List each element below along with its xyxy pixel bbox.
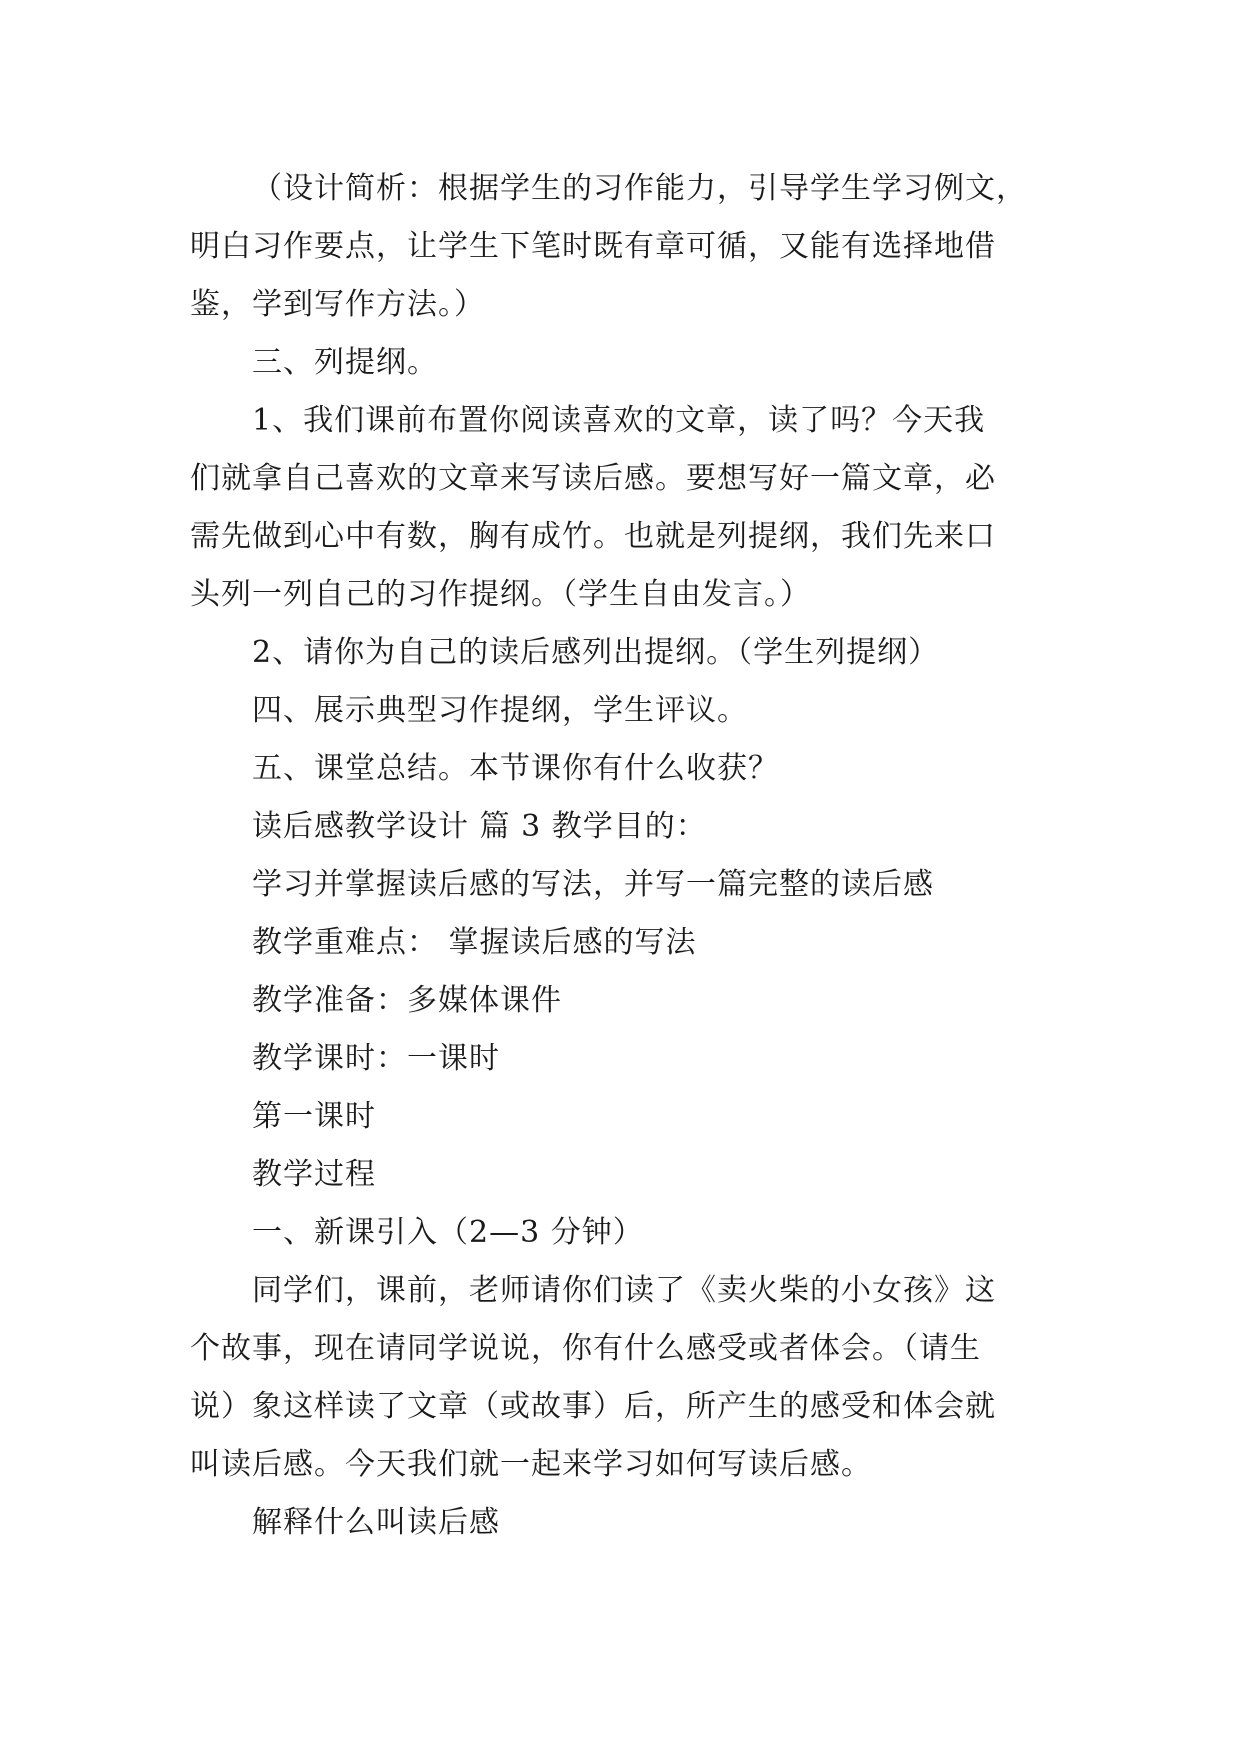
text-line: 头列一列自己的习作提纲。（学生自由发言。） [190,577,811,612]
text-line: 第一课时 [252,1099,376,1134]
text-line: 教学重难点： 掌握读后感的写法 [252,925,697,960]
paragraph-class-hours [190,1030,1048,1088]
text-line: 五、课堂总结。本节课你有什么收获？ [252,751,779,786]
text-line: 教学过程 [252,1157,376,1192]
text-line: 鉴，学到写作方法。） [190,287,485,322]
text-line: 们就拿自己喜欢的文章来写读后感。要想写好一篇文章，必 [190,461,996,496]
text-line: 1、我们课前布置你阅读喜欢的文章，读了吗？今天我 [252,403,986,438]
heading-teaching-process [190,1146,1048,1204]
text-line: 四、展示典型习作提纲，学生评议。 [252,693,748,728]
paragraph-explain-term [190,1494,1048,1552]
text-line: 解释什么叫读后感 [252,1505,500,1540]
paragraph-outline-step-1 [190,392,1048,624]
paragraph-teaching-goal [190,856,1048,914]
text-line: 教学课时：一课时 [252,1041,500,1076]
text-line: 叫读后感。今天我们就一起来学习如何写读后感。 [190,1447,872,1482]
paragraph-preparation [190,972,1048,1030]
text-line: 同学们，课前，老师请你们读了《卖火柴的小女孩》这 [252,1273,996,1308]
text-line: 教学准备：多媒体课件 [252,983,562,1018]
paragraph-outline-step-2 [190,624,1048,682]
document-page [190,160,1048,1552]
text-line: 个故事，现在请同学说说，你有什么感受或者体会。（请生 [190,1331,981,1366]
text-line: 说）象这样读了文章（或故事）后，所产生的感受和体会就 [190,1389,996,1424]
paragraph-key-points [190,914,1048,972]
text-line: 需先做到心中有数，胸有成竹。也就是列提纲，我们先来口 [190,519,996,554]
text-line: 一、新课引入（2—3 分钟） [252,1215,644,1250]
paragraph-design-analysis [190,160,1048,334]
text-line: 2、请你为自己的读后感列出提纲。（学生列提纲） [252,635,940,670]
heading-outline [190,334,1048,392]
heading-class-summary [190,740,1048,798]
paragraph-intro-text [190,1262,1048,1494]
text-line: 学习并掌握读后感的写法，并写一篇完整的读后感 [252,867,934,902]
heading-first-period [190,1088,1048,1146]
text-line: 明白习作要点，让学生下笔时既有章可循，又能有选择地借 [190,229,996,264]
heading-lesson-3 [190,798,1048,856]
heading-show-outlines [190,682,1048,740]
heading-new-lesson-intro [190,1204,1048,1262]
text-line: 三、列提纲。 [252,345,438,380]
text-line: （设计简析：根据学生的习作能力，引导学生学习例文， [252,171,1027,206]
text-line: 读后感教学设计 篇 3 教学目的： [252,809,707,844]
